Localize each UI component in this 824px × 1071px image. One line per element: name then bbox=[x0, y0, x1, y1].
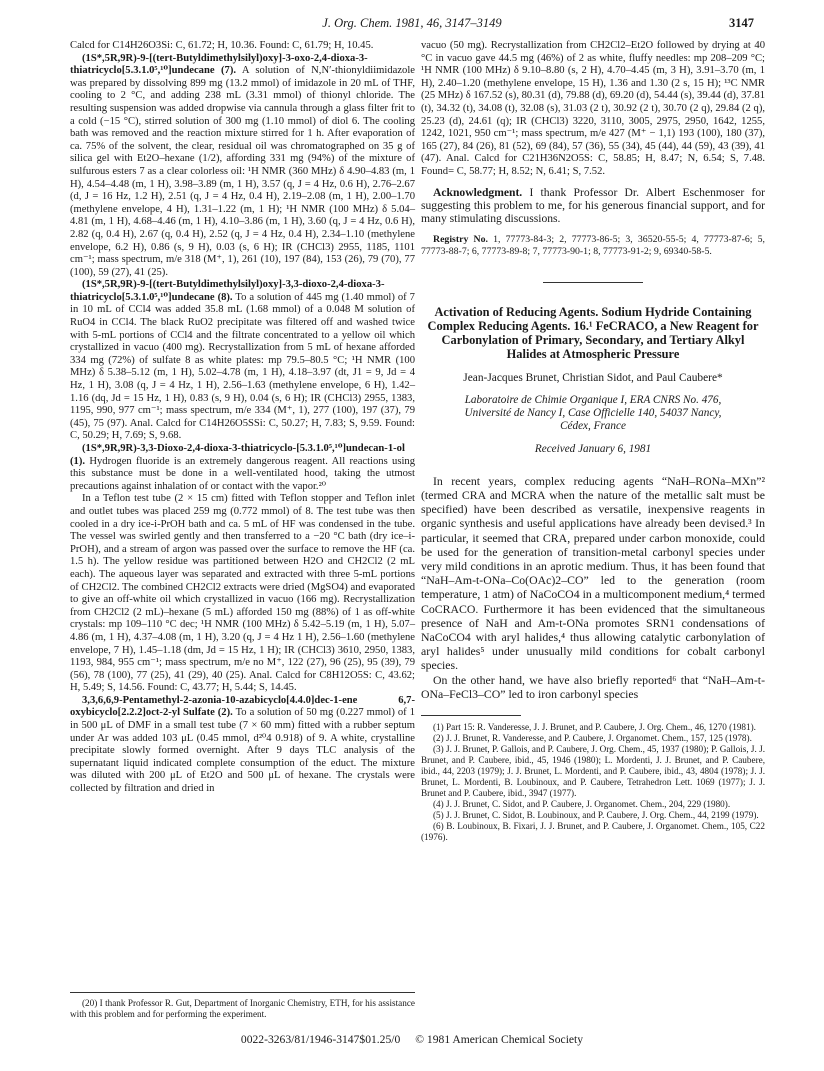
article-paragraph: In recent years, complex reducing agents “NaH–RONa–MXn”² (termed CRA and MCRA when the nature of the metallic salt must be specified) have been described as versatile, inexpensive reagents in organic synthesis and useful applications have already been devised.³ In particular, it seemed that CRA, prepared under carbon monoxide, could be used for the generation of transition-metal carbonyl species under very mild conditions in an aprotic medium. Thus, it has been found that “NaH–Am-t-ONa–Co(OAc)2–CO” led to the generation (room temperature, 1 atm) of NaCoCO4 in a multicomponent medium,⁴ termed CoCRACO. Furthermore it has been evidenced that the simultaneous presence of NaH and Am-t-ONa promotes SRN1 condensations of NaCoCO4 with aryl halides,⁴ thus allowing catalytic carbonylation of aryl halides⁵ under unusually mild conditions for cobalt carbonyl species. bbox=[421, 473, 765, 673]
footnote: (2) J. J. Brunet, R. Vanderesse, and P. Caubere, J. Organomet. Chem., 157, 125 (1978). bbox=[433, 733, 752, 743]
article-separator bbox=[543, 282, 643, 283]
procedure-title: 3,3,6,6,9-Pentamethyl-2-azonia-10-azabicyclo[4.4.0]dec-1-ene 6,7-oxybicyclo[2.2.2]oct-2-yl Sulfate (2). bbox=[70, 694, 415, 719]
footnote: (5) J. J. Brunet, C. Sidot, B. Loubinoux, and P. Caubere, J. Org. Chem., 44, 2199 (1979). bbox=[433, 810, 759, 820]
footnote-20: (20) I thank Professor R. Gut, Department of Inorganic Chemistry, ETH, for his assistance with this problem and for performing the experiment. bbox=[70, 992, 415, 1020]
procedure-compound-8 bbox=[70, 279, 415, 443]
acknowledgment-label: Acknowledgment. bbox=[433, 185, 523, 199]
procedure-text: Hydrogen fluoride is an extremely dangerous reagent. All reactions using this substance must be done in a well-ventilated hood, taking the utmost precautions against inhalation of or contact with the vapor.²⁰ bbox=[70, 455, 415, 492]
procedure-compound-7 bbox=[70, 53, 415, 280]
procedure-text: To a solution of 50 mg (0.227 mmol) of 1 in 500 μL of DMF in a small test tube (7 × 60 mm) fitted with a rubber septum under Ar was added 103 μL (0.45 mmol, d²⁰4 0.918) of 9. A white, crystalline precipitate slowly formed overnight. After 9 days TLC analysis of the supernatant liquid indicated complete consumption of the educt. The mixture was diluted with 200 μL of Et2O and 500 μL of hexane. The crystals were collected by filtration and dried in bbox=[70, 707, 415, 795]
received-date: Received January 6, 1981 bbox=[534, 443, 652, 456]
running-header bbox=[70, 16, 754, 36]
hf-procedure: In a Teflon test tube (2 × 15 cm) fitted with Teflon stopper and Teflon inlet and outlet tubes was placed 259 mg (0.772 mmol) of 8. The test tube was then cooled in a dry ice-i-PrOH bath and ca. 5 mL of HF was condensed in the tube. The vessel was swirled gently and then transferred to a −20 °C bath (dry ice–i-PrOH), and a stream of argon was passed over the surface to remove the HF (ca. 1.5 h). The yellow residue was partitioned between H2O and CH2Cl2 (2 mL each). The aqueous layer was separated and extracted with three 5-mL portions of CH2Cl2. The combined CH2Cl2 extracts were dried (MgSO4) and evaporated to give an off-white oil which crystallized in vacuo (166 mg). Recrystallization from CH2Cl2 (2 mL)–hexane (5 mL) afforded 150 mg (88%) of 1 as off-white crystals: mp 109–110 °C dec; ¹H NMR (100 MHz) δ 5.42–5.19 (m, 1 H), 5.07–4.86 (m, 1 H), 4.37–4.08 (m, 1 H), 3.20 (q, J = 4 Hz 1 H), 2.56–1.60 (methylene envelope, 7 H), 1.45–1.18 (dm, Jd = 15 Hz, 1 H); IR (CHCl3) 3610, 2950, 1383, 1193, 984, 955 cm⁻¹; mass spectrum, m/e no M⁺, 122 (27), 96 (25), 95 (39), 79 (56), 78 (100), 77 (25), 41 (29), 40 (25). Anal. Calcd for C8H12O5S: C, 43.62; H, 5.49; S, 14.56. Found: C, 43.77; H, 5.44; S, 14.45. bbox=[70, 493, 415, 694]
calcd-line: Calcd for C14H26O3Si: C, 61.72; H, 10.36. Found: C, 61.79; H, 10.45. bbox=[70, 40, 374, 51]
article-paragraph: On the other hand, we have also briefly reported⁶ that “NaH–Am-t-ONa–FeCl3–CO” led to iron carbonyl species bbox=[421, 672, 765, 701]
article-code: 0022-3263/81/1946-3147$01.25/0 bbox=[240, 1033, 401, 1046]
article-affiliation bbox=[421, 394, 765, 433]
procedure-text: A solution of N,N′-thionyldiimidazole was prepared by dissolving 899 mg (13.2 mmol) of imidazole in 20 mL of THF, cooling to 2 °C, and adding 238 mL (3.31 mmol) of thionyl chloride. The resulting suspension was added dropwise via cannula through a glass filter frit to a cold (−15 °C), stirred solution of 300 mg (1.10 mmol) of diol 6. The cooling bath was removed and the reaction mixture stirred for 1 h. After evaporation of ca. 75% of the solvent, the clear, residual oil was chromatographed on 35 g of silica gel with Et2O–hexane (1/2), affording 331 mg (94%) of the mixture of sulfurous esters 7 as a clear colorless oil: ¹H NMR (360 MHz) δ 4.90–4.83 (m, 1 H), 4.54–4.48 (m, 1 H), 3.98–3.89 (m, 1 H), 3.57 (q, J = 4 Hz, 0.6 H), 2.76–2.67 (d, J = 16 Hz, 1.2 H), 2.51 (q, J = 4 Hz, 0.4 H), 2.19–2.08 (m, 1 H), 2.00–1.70 (methylene envelope, 4 H), 1.31–1.22 (m, 1 H); ¹H NMR (100 MHz) δ 5.04–4.81 (m, 1 H), 4.68–4.46 (m, 1 H), 4.10–3.86 (m, 1 H), 3.60 (q, J = 4 Hz, 0.6 H), 2.82 (q, 0.4 H), 2.67 (q, 0.4 H), 2.52 (q, J = 4 Hz, 0.4 H), 2.34–1.10 (methylene envelope, 6.2 H), 0.86 (s, 9 H), 0.03 (s, 6 H); IR (CHCl3) 2955, 1185, 1101 cm⁻¹; mass spectrum, m/e 318 (M⁺, 1), 261 (10), 197 (84), 153 (26), 79 (70), 77 (100), 59 (27), 41 (25). bbox=[70, 65, 415, 278]
affiliation-line: Laboratoire de Chimie Organique I, ERA CNRS No. 476, bbox=[464, 394, 722, 407]
procedure-compound-1 bbox=[70, 443, 415, 493]
footnote: (6) B. Loubinoux, B. Fixari, J. J. Brunet, and P. Caubere, J. Organomet. Chem., 105, C22 (1976). bbox=[421, 821, 765, 842]
procedure-title: (1S*,5R,9R)-9-[(tert-Butyldimethylsilyl)oxy]-3,3-dioxo-2,4-dioxa-3-thiatricyclo[5.3.1.0⁵,¹⁰]undecane (8). bbox=[70, 279, 385, 303]
continuation-text: vacuo (50 mg). Recrystallization from CH2Cl2–Et2O followed by drying at 40 °C in vacuo gave 44.5 mg (46%) of 2 as white, fluffy needles: mp 208–209 °C; ¹H NMR (100 MHz) δ 9.10–8.80 (s, 2 H), 4.70–4.45 (m, 3 H), 3.91–3.70 (m, 1 H), 2.40–1.20 (methylene envelope, 15 H), 1.36 and 1.30 (2 s, 15 H); ¹³C NMR (25 MHz) δ 167.52 (s), 80.31 (d), 79.88 (d), 69.20 (d), 54.44 (s), 39.44 (d), 37.81 (t), 34.32 (t), 34.08 (t), 32.08 (s), 31.03 (2 t), 30.92 (2 t), 30.70 (2 q), 29.84 (2 q), 25.23 (d), 24.61 (q); IR (CHCl3) 3220, 3110, 3005, 2975, 2950, 1642, 1255, 1242, 1021, 950 cm⁻¹; mass spectrum, m/e 427 (M⁺ − 1,1) 193 (100), 180 (37), 165 (27), 84 (26), 81 (52), 69 (84), 57 (36), 55 (34), 45 (44), 44 (59), 43 (39), 41 (47). Anal. Calcd for C21H36N2O5S: C, 58.85; H, 8.47; N, 6.54; S, 7.48. Found= C, 58.77; H, 8.52; N, 6.41; S, 7.52. bbox=[421, 40, 765, 177]
article-footnotes bbox=[421, 722, 765, 843]
footnote-rule bbox=[421, 715, 521, 716]
acknowledgment bbox=[421, 186, 765, 226]
footnote: (4) J. J. Brunet, C. Sidot, and P. Caubere, J. Organomet. Chem., 204, 229 (1980). bbox=[433, 799, 731, 809]
right-column bbox=[421, 40, 765, 843]
procedure-text: To a solution of 445 mg (1.40 mmol) of 7 in 10 mL of CCl4 was added 35.8 mL (1.68 mmol) of a 0.048 M solution of RuO4 in CCl4. The black RuO2 precipitate was filtered off and washed twice with 5-mL portions of CCl4 and the filtrate concentrated to a yellow oil which crystallized in vacuo (400 mg). Recrystallization from 5 mL of hexane afforded 334 mg (72%) of sulfate 8 as white plates: mp 79.5–80.5 °C; ¹H NMR (100 MHz) δ 5.38–5.12 (m, 1 H), 5.02–4.78 (m, 1 H), 4.18–3.97 (dt, J1 = 9, Jd = 4 Hz, 1 H), 3.08 (q, J = 4 Hz, 1 H), 2.56–1.63 (methylene envelope, 6 H), 1.42–1.16 (dq, Jd = 15 Hz, 1 H), 0.83 (s, 9 H), 0.04 (s, 6 H); IR (CHCl3) 2955, 1383, 1195, 990, 977 cm⁻¹; mass spectrum, m/e 334 (M⁺, 1), 277 (100), 197 (37), 79 (45), 75 (97). Anal. Calcd for C14H26O5SSi: C, 50.27; H, 7.83; S, 9.59. Found: C, 50.29; H, 7.69; S, 9.68. bbox=[70, 291, 415, 442]
acknowledgment-text: I thank Professor Dr. Albert Eschenmoser for suggesting this problem to me, for his generous financial support, and for many stimulating discussions. bbox=[421, 185, 765, 226]
affiliation-line: Université de Nancy I, Case Officielle 140, 54037 Nancy, bbox=[464, 407, 722, 420]
copyright: © 1981 American Chemical Society bbox=[415, 1033, 584, 1046]
affiliation-line: Cédex, France bbox=[560, 420, 626, 433]
page-footer bbox=[0, 1033, 824, 1046]
procedure-title: (1S*,9R,9R)-3,3-Dioxo-2,4-dioxa-3-thiatricyclo-[5.3.1.0⁵,¹⁰]undecan-1-ol (1). bbox=[70, 443, 405, 467]
registry-numbers bbox=[421, 234, 765, 258]
footnote: (1) Part 15: R. Vanderesse, J. J. Brunet, and P. Caubere, J. Org. Chem., 46, 1270 (1981). bbox=[433, 722, 756, 732]
journal-reference: J. Org. Chem. 1981, 46, 3147–3149 bbox=[322, 16, 502, 30]
procedure-compound-2 bbox=[70, 695, 415, 796]
article-title: Activation of Reducing Agents. Sodium Hydride Containing Complex Reducing Agents. 16.¹ FeCRACO, a New Reagent for Carbonylation of Primary, Secondary, and Tertiary Alkyl Halides at Atmospheric Pressure bbox=[427, 304, 759, 362]
footnote: (3) J. J. Brunet, P. Gallois, and P. Caubere, J. Org. Chem., 45, 1937 (1980); P. Gallois, J. J. Brunet, and P. Caubere, ibid., 45, 1946 (1980); L. Mordenti, J. J. Brunet, and P. Caubere, ibid., 44, 2203 (1979); J. J. Brunet, L. Mordenti, and P. Caubere, ibid., 43, 4804 (1978); J. J. Brunet, L. Mordenti, B. Loubinoux, and P. Caubere, Tetrahedron Lett. 1069 (1977); J. J. Brunet and P. Caubere, ibid., 3947 (1977). bbox=[421, 744, 765, 798]
left-column bbox=[70, 40, 415, 796]
registry-label: Registry No. bbox=[433, 233, 488, 245]
registry-text: 1, 77773-84-3; 2, 77773-86-5; 3, 36520-55-5; 4, 77773-87-6; 5, 77773-88-7; 6, 77773-89-8; 7, 77773-90-1; 8, 77773-91-2; 9, 69340-58-5. bbox=[421, 233, 765, 257]
page-number: 3147 bbox=[729, 16, 754, 30]
article-authors: Jean-Jacques Brunet, Christian Sidot, and Paul Caubere* bbox=[463, 371, 723, 384]
procedure-title: (1S*,5R,9R)-9-[(tert-Butyldimethylsilyl)oxy]-3-oxo-2,4-dioxa-3-thiatricyclo[5.3.1.0⁵,¹⁰]undecane (7). bbox=[70, 52, 368, 77]
